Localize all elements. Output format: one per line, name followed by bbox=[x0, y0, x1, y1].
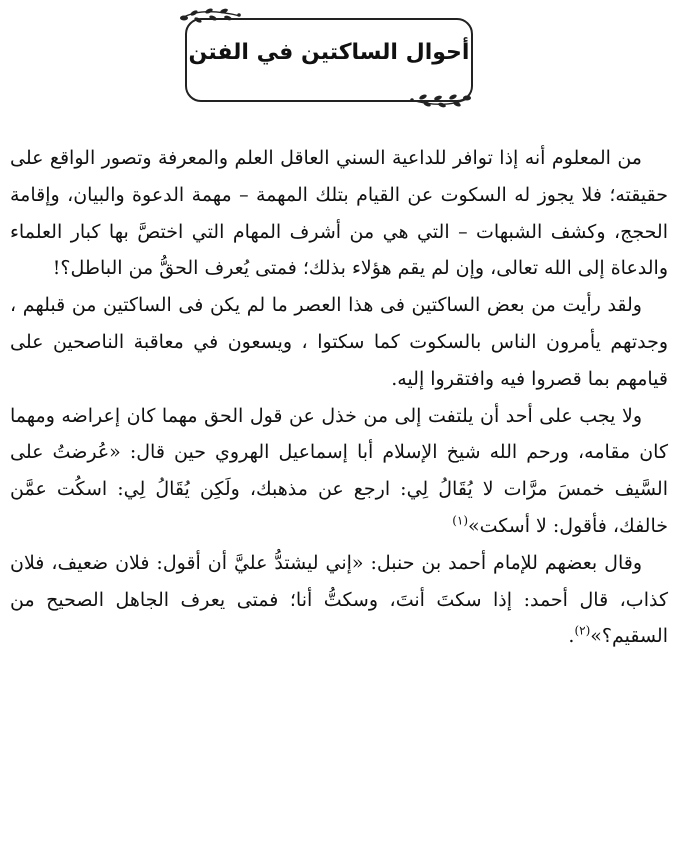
footnote-marker[interactable]: (٢) bbox=[574, 624, 591, 639]
paragraph bbox=[10, 545, 668, 655]
paragraph-text: من المعلوم أنه إذا توافر للداعية السني العاقل العلم والمعرفة وتصور الواقع على حقيقته؛ فلا يجوز له السكوت عن القيام بتلك المهمة – مهمة الدعوة والبيان، وإقامة الحجج، وكشف الشبهات – التي هي من أشرف المهام التي اختصَّ بها كبار العلماء والدعاة إلى الله تعالى، وإن لم يقم هؤلاء بذلك؛ فمتى يُعرف الحقُّ من الباطل؟! bbox=[10, 147, 668, 280]
floral-ornament-icon bbox=[176, 6, 246, 28]
trailing-period: . bbox=[568, 625, 575, 648]
body-text bbox=[10, 140, 668, 655]
paragraph bbox=[10, 287, 668, 397]
paragraph-text: وقال بعضهم للإمام أحمد بن حنبل: «إني ليشتدُّ عليَّ أن أقول: فلان ضعيف، فلان كذاب، قال أحمد: إذا سكتَ أنتَ، وسكتُّ أنا؛ فمتى يعرف الجاهل الصحيح من السقيم؟» bbox=[10, 551, 668, 648]
paragraph-text: ولا يجب على أحد أن يلتفت إلى من خذل عن قول الحق مهما كان إعراضه ومهما كان مقامه، ورحم الله شيخ الإسلام أبا إسماعيل الهروي حين قال: «عُرضتُ على السَّيف خمسَ مرَّات لا يُقَالُ لِي: ارجع عن مذهبك، ولَكِن يُقَالُ لِي: اسكُت عمَّن خالفك، فأقول: لا أسكت» bbox=[10, 404, 668, 537]
paragraph-text: ولقد رأيت من بعض الساكتين فى هذا العصر ما لم يكن فى الساكتين من قبلهم ، وجدتهم يأمرون الناس بالسكوت كما سكتوا ، ويسعون في معاقبة الناصحين على قيامهم بما قصروا فيه وافتقروا إليه. bbox=[10, 294, 668, 390]
paragraph bbox=[10, 398, 668, 545]
footnote-marker[interactable]: (١) bbox=[452, 513, 469, 528]
floral-ornament-icon bbox=[405, 88, 475, 110]
page-title: أحوال الساكتين في الفتن bbox=[188, 40, 470, 65]
paragraph bbox=[10, 140, 668, 287]
